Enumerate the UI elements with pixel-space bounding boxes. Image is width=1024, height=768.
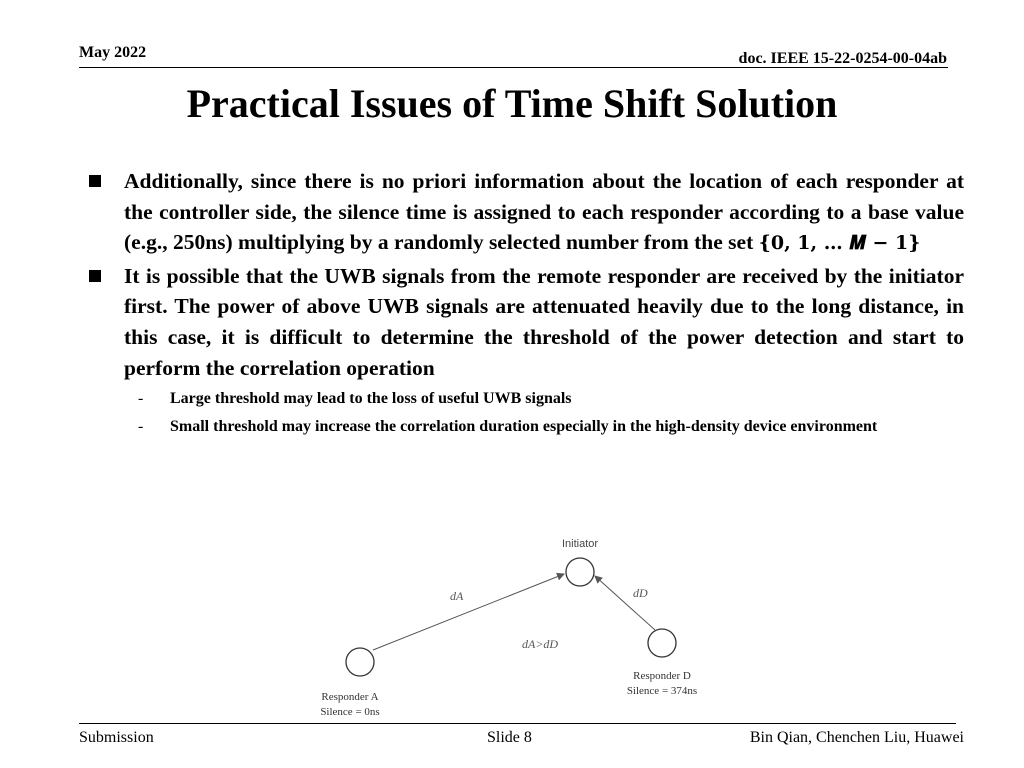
bullet-text: It is possible that the UWB signals from the remote responder are received by the initiator first. The power of above UWB signals are attenuated heavily due to the long distance, in this case, it is difficult to determine the threshold of the power detection and start to perform the correlation operation <box>124 263 964 380</box>
distance-a-label: dA <box>450 589 464 603</box>
topology-diagram <box>300 530 720 720</box>
sub-bullet-item <box>87 387 964 411</box>
sub-bullet-text: Large threshold may lead to the loss of useful UWB signals <box>170 390 572 408</box>
initiator-label: Initiator <box>561 538 599 550</box>
responder-d-node <box>648 629 676 657</box>
responder-d-silence: Silence = 374ns <box>626 685 698 697</box>
responder-a-silence: Silence = 0ns <box>320 706 380 718</box>
dash-marker: - <box>138 390 144 408</box>
bullet-list <box>87 166 964 439</box>
header-date: May 2022 <box>79 44 147 61</box>
initiator-node <box>566 558 594 586</box>
footer-divider <box>79 723 956 724</box>
bullet-text: Additionally, since there is no priori information about the location of each responder at the controller side, the silence time is assigned to each responder according to a base value (e.g., 250ns) multiplying by a randomly selected number from the set <box>124 169 964 255</box>
bullet-square-icon <box>89 270 101 282</box>
distance-relation: dA>dD <box>522 637 559 651</box>
bullet-square-icon <box>89 175 101 187</box>
footer-authors: Bin Qian, Chenchen Liu, Huawei <box>749 729 964 746</box>
responder-a-label: Responder A <box>321 691 379 703</box>
distance-d-label: dD <box>633 586 648 600</box>
dash-marker: - <box>138 418 144 436</box>
set-expression: {𝟎, 𝟏, … 𝑴 − 𝟏} <box>758 232 921 255</box>
bullet-item <box>87 166 964 259</box>
header-divider <box>79 67 948 68</box>
footer-slide-number: Slide 8 <box>487 729 532 746</box>
sub-bullet-text: Small threshold may increase the correlation duration especially in the high-density device environment <box>170 418 878 436</box>
header-doc-id: doc. IEEE 15-22-0254-00-04ab <box>738 50 947 67</box>
footer-submission: Submission <box>79 729 154 746</box>
slide-title: Practical Issues of Time Shift Solution <box>186 81 838 126</box>
sub-bullet-item <box>87 415 964 439</box>
link-d-to-initiator <box>595 576 655 630</box>
bullet-item <box>87 261 964 383</box>
responder-d-label: Responder D <box>633 670 691 682</box>
responder-a-node <box>346 648 374 676</box>
